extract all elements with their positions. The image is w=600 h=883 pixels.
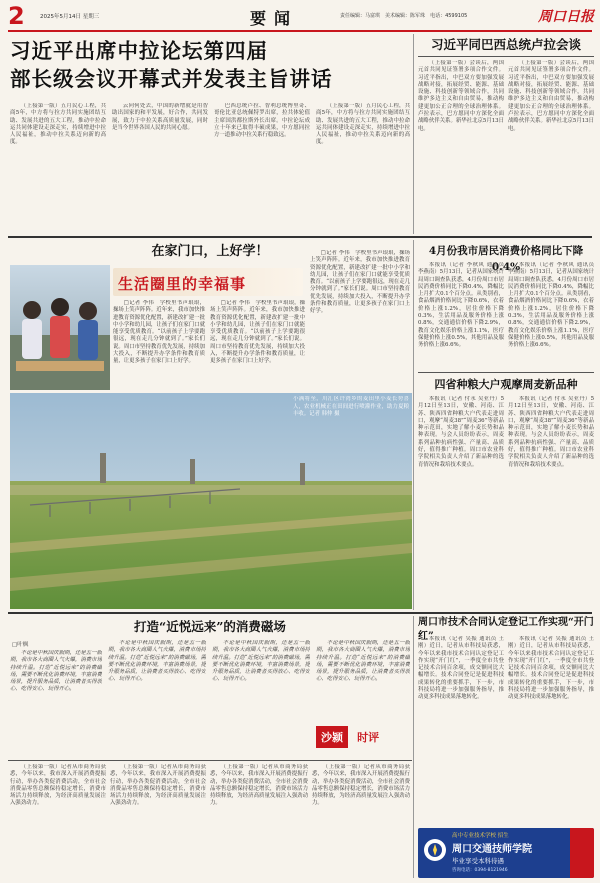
- photo-caption: 小满将至，川汇区许湾乡的麦田里小麦长势喜人，农业机械正在田间进行喷灌作业，助力夏粮丰收。记者 韩仲 摄: [293, 396, 409, 418]
- wheat-body-col1: [418, 396, 504, 604]
- column-badge-right: 时评: [357, 731, 380, 744]
- consumption-lower-col3: （上接第一版）记者从市商务局获悉，今年以来，我市深入开展消费提振行动，举办各类促消费活动，全市社会消费品零售总额保持稳定增长，消费市场活力持续释放，为经济高质量发展注入强劲动力。: [210, 764, 308, 807]
- xi-lula-body-col1: [418, 60, 504, 232]
- school-emblem-icon: [423, 838, 447, 862]
- wheat-body-col2: 本报讯（记者 付永 吴亚丹）5月12日至13日，安徽、河南、江苏、陕西四省种粮大户代表走进周口，观摩“周麦38”“周麦36”等新品种示范田，实地了解小麦长势和品种表现。与会人员纷纷表示，周麦系列品种抗病性强、产量高、品质好，值得推广种植。周口市农业科学院相关负责人介绍了新品种的选育情况和栽培技术要点。: [508, 396, 594, 468]
- lead-body-2: 云向何处去，中国的新增就是用智助出国家的和平发展，好合作，共同发展，致力于中拉关系高质量发展，同时是当今世界各国人民的共同心愿。: [112, 103, 208, 131]
- xi-lula-body-col2: （上接第一版）会谈后，两国元首共同见证签署多项合作文件。习近平指出，中巴双方要加强发展战略对接，拓展经贸、能源、基础设施、科技创新等领域合作，共同维护多边主义和自由贸易，推动构建更加公正合理的全球治理体系。卢拉表示，巴方愿同中方深化全面战略伙伴关系。新华社北京5月13日电。: [508, 60, 594, 132]
- lead-body-col4: （上接第一版）五月民心工程，共商5年，中方将与拉方共同实施团结互助、发展共进的五大工程，推动中拉命运共同体建设走深走实，持续增进中拉人民福祉，推动中拉关系迈向新的高度。: [316, 103, 410, 146]
- feature-banner-text: 生活圈里的幸福事: [118, 275, 247, 293]
- column-badge: [316, 726, 410, 748]
- trade-body-col1: [418, 636, 504, 824]
- lead-headline-line1: 习近平出席中拉论坛第四届: [10, 39, 268, 63]
- consumption-author: □叶枫: [12, 642, 29, 648]
- lead-headline: [10, 37, 410, 93]
- lead-body-col3: [214, 103, 310, 231]
- cpi-headline: 4月份我市居民消费价格同比下降0.4%: [428, 245, 584, 273]
- column-badge-left: 沙颍: [316, 726, 348, 748]
- consumption-lower-col4: （上接第一版）记者从市商务局获悉，今年以来，我市深入开展消费提振行动，举办各类促消费活动，全市社会消费品零售总额保持稳定增长，消费市场活力持续释放，为经济高质量发展注入强劲动力。: [312, 764, 410, 807]
- section-title: 要闻: [250, 9, 299, 28]
- phone: 电话：4599105: [430, 13, 468, 19]
- trade-headline: 周口市技术合同认定登记工作实现“开门红”: [418, 617, 594, 642]
- feature-body: □记者 李伟 学校里书声琅琅，操场上笑声阵阵。近年来，我市加快推进教育资源优化配置，新建改扩建一批中小学和幼儿园，让孩子们在家门口就能享受优质教育。“以前孩子上学要跑很远，现在走几分钟就到了。”家长们说。周口市坚持教育优先发展，持续加大投入，不断提升办学条件和教育质量，让更多孩子在家门口上好学。: [113, 300, 205, 365]
- consumption-lower-col2: （上接第一版）记者从市商务局获悉，今年以来，我市深入开展消费提振行动，举办各类促消费活动，全市社会消费品零售总额保持稳定增长，消费市场活力持续释放，为经济高质量发展注入强劲动力。: [110, 764, 206, 807]
- consumption-body-col3: 不论是中秋国庆假期，还是五一假期，我市各大商圈人气火爆，消费市场持续升温。打造“近悦远来”的消费磁场，需要不断优化消费环境，丰富消费场景，提升服务品质，让消费者买得放心、吃得安心、玩得开心。: [212, 640, 310, 683]
- trade-body: 本报讯（记者 吴振 通讯员 王刚）近日，记者从市科技局获悉，今年以来我市技术合同认定登记工作实现“开门红”，一季度全市共登记技术合同百余项，成交额同比大幅增长。技术合同登记是促进科技成果转化的重要抓手，下一步，市科技局将进一步加强服务指导，推动更多科技成果落地转化。: [418, 636, 504, 701]
- feature-body-col3: □记者 李伟 学校里书声琅琅，操场上笑声阵阵。近年来，我市加快推进教育资源优化配置，新建改扩建一批中小学和幼儿园，让孩子们在家门口就能享受优质教育。“以前孩子上学要跑很远，现在走几分钟就到了。”家长们说。周口市坚持教育优先发展，持续加大投入，不断提升办学条件和教育质量，让更多孩子在家门口上好学。: [310, 250, 410, 315]
- ad-line-1: 高中专业技术学校 招生: [452, 833, 509, 839]
- wheat-body: 本报讯（记者 付永 吴亚丹）5月12日至13日，安徽、河南、江苏、陕西四省种粮大户代表走进周口，观摩“周麦38”“周麦36”等新品种示范田，实地了解小麦长势和品种表现。与会人员纷纷表示，周麦系列品种抗病性强、产量高、品质好，值得推广种植。周口市农业科学院相关负责人介绍了新品种的选育情况和栽培技术要点。: [418, 396, 504, 468]
- lead-body-col1: [10, 103, 106, 231]
- ad-line-3: 毕业享受本科待遇: [452, 857, 504, 865]
- xi-lula-body: （上接第一版）会谈后，两国元首共同见证签署多项合作文件。习近平指出，中巴双方要加强发展战略对接，拓展经贸、能源、基础设施、科技创新等领域合作，共同维护多边主义和自由贸易，推动构建更加公正合理的全球治理体系。卢拉表示，巴方愿同中方深化全面战略伙伴关系。新华社北京5月13日电。: [418, 60, 504, 132]
- issue-date: 2025年5月14日 星期三: [40, 14, 100, 20]
- cpi-body-col2: 本报讯（记者 李秋风 通讯员 李燕南）5月13日，记者从国家统计局周口调查队获悉，4月份周口市居民消费价格同比下降0.4%，降幅比上月扩大0.1个百分点。从类别看，食品烟酒价格同比下降0.6%，衣着价格上涨1.2%，居住价格下降0.3%，生活用品及服务价格上涨0.8%，交通通信价格下降2.9%，教育文化娱乐价格上涨1.1%，医疗保健价格上涨0.5%，其他用品及服务价格上涨6.6%。: [508, 262, 594, 349]
- feature-body-col1: [113, 300, 205, 390]
- newspaper-logo: 周口日报: [538, 9, 594, 25]
- feature-headline: 在家门口，上好学！: [151, 244, 269, 259]
- feature-body-col2: □记者 李伟 学校里书声琅琅，操场上笑声阵阵。近年来，我市加快推进教育资源优化配置，新建改扩建一批中小学和幼儿园，让孩子们在家门口就能享受优质教育。“以前孩子上学要跑很远，现在走几分钟就到了。”家长们说。周口市坚持教育优先发展，持续加大投入，不断提升办学条件和教育质量，让更多孩子在家门口上好学。: [210, 300, 305, 365]
- students-photo: [10, 265, 110, 390]
- lead-body-col2: [112, 103, 208, 231]
- masthead-rule: [8, 30, 592, 32]
- lead-body-1: （上接第一版）五月民心工程，共商5年，中方将与拉方共同实施团结互助、发展共进的五大工程，推动中拉命运共同体建设走深走实，持续增进中拉人民福祉，推动中拉关系迈向新的高度。: [10, 103, 106, 146]
- consumption-body-col1: [10, 650, 102, 758]
- ad-line-4: 咨询电话：0394-8121946: [452, 868, 508, 873]
- page-number: 2: [8, 2, 25, 30]
- cpi-body-col1: [418, 262, 504, 370]
- consumption-body-2: （上接第一版）记者从市商务局获悉，今年以来，我市深入开展消费提振行动，举办各类促消费活动，全市社会消费品零售总额保持稳定增长，消费市场活力持续释放，为经济高质量发展注入强劲动力。: [10, 764, 106, 807]
- lead-body-3: 巴西总统卢拉、智利总统博里奇、哥伦比亚总统佩特罗出席，拉共体轮值主席国洪都拉斯外长出席。中拉论坛成立十年来已取得丰硕成果，中方愿同拉方一道推动中拉关系行稳致远。: [214, 103, 310, 139]
- editor-info: [340, 12, 467, 19]
- wheat-headline: 四省种粮大户观摩周麦新品种: [434, 378, 578, 391]
- consumption-body-col2: 不论是中秋国庆假期，还是五一假期，我市各大商圈人气火爆，消费市场持续升温。打造“近悦远来”的消费磁场，需要不断优化消费环境，丰富消费场景，提升服务品质，让消费者买得放心、吃得安心、玩得开心。: [108, 640, 206, 683]
- editor: 责任编辑：马富琪: [340, 13, 381, 19]
- consumption-headline: 打造“近悦远来”的消费磁场: [134, 619, 286, 634]
- lead-headline-line2: 部长级会议开幕式并发表主旨讲话: [10, 67, 333, 91]
- ad-red-block: [570, 828, 594, 878]
- cpi-body: 本报讯（记者 李秋风 通讯员 李燕南）5月13日，记者从国家统计局周口调查队获悉，4月份周口市居民消费价格同比下降0.4%，降幅比上月扩大0.1个百分点。从类别看，食品烟酒价格同比下降0.6%，衣着价格上涨1.2%，居住价格下降0.3%，生活用品及服务价格上涨0.8%，交通通信价格下降2.9%，教育文化娱乐价格上涨1.1%，医疗保健价格上涨0.5%，其他用品及服务价格上涨6.6%。: [418, 262, 504, 349]
- ad-line-2: 周口交通技师学院: [452, 844, 532, 855]
- trade-body-col2: 本报讯（记者 吴振 通讯员 王刚）近日，记者从市科技局获悉，今年以来我市技术合同认定登记工作实现“开门红”，一季度全市共登记技术合同百余项，成交额同比大幅增长。技术合同登记是促进科技成果转化的重要抓手，下一步，市科技局将进一步加强服务指导，推动更多科技成果落地转化。: [508, 636, 594, 701]
- consumption-body-1: 不论是中秋国庆假期，还是五一假期，我市各大商圈人气火爆，消费市场持续升温。打造“近悦远来”的消费磁场，需要不断优化消费环境，丰富消费场景，提升服务品质，让消费者买得放心、吃得安心、玩得开心。: [10, 650, 102, 693]
- art-editor: 美术编辑：陈军珠: [385, 13, 426, 19]
- consumption-body-col4: 不论是中秋国庆假期，还是五一假期，我市各大商圈人气火爆，消费市场持续升温。打造“近悦远来”的消费磁场，需要不断优化消费环境，丰富消费场景，提升服务品质，让消费者买得放心、吃得安心、玩得开心。: [316, 640, 410, 683]
- consumption-lower-col1: [10, 764, 106, 876]
- school-advertisement[interactable]: [418, 828, 594, 878]
- xi-lula-headline: 习近平同巴西总统卢拉会谈: [430, 37, 581, 52]
